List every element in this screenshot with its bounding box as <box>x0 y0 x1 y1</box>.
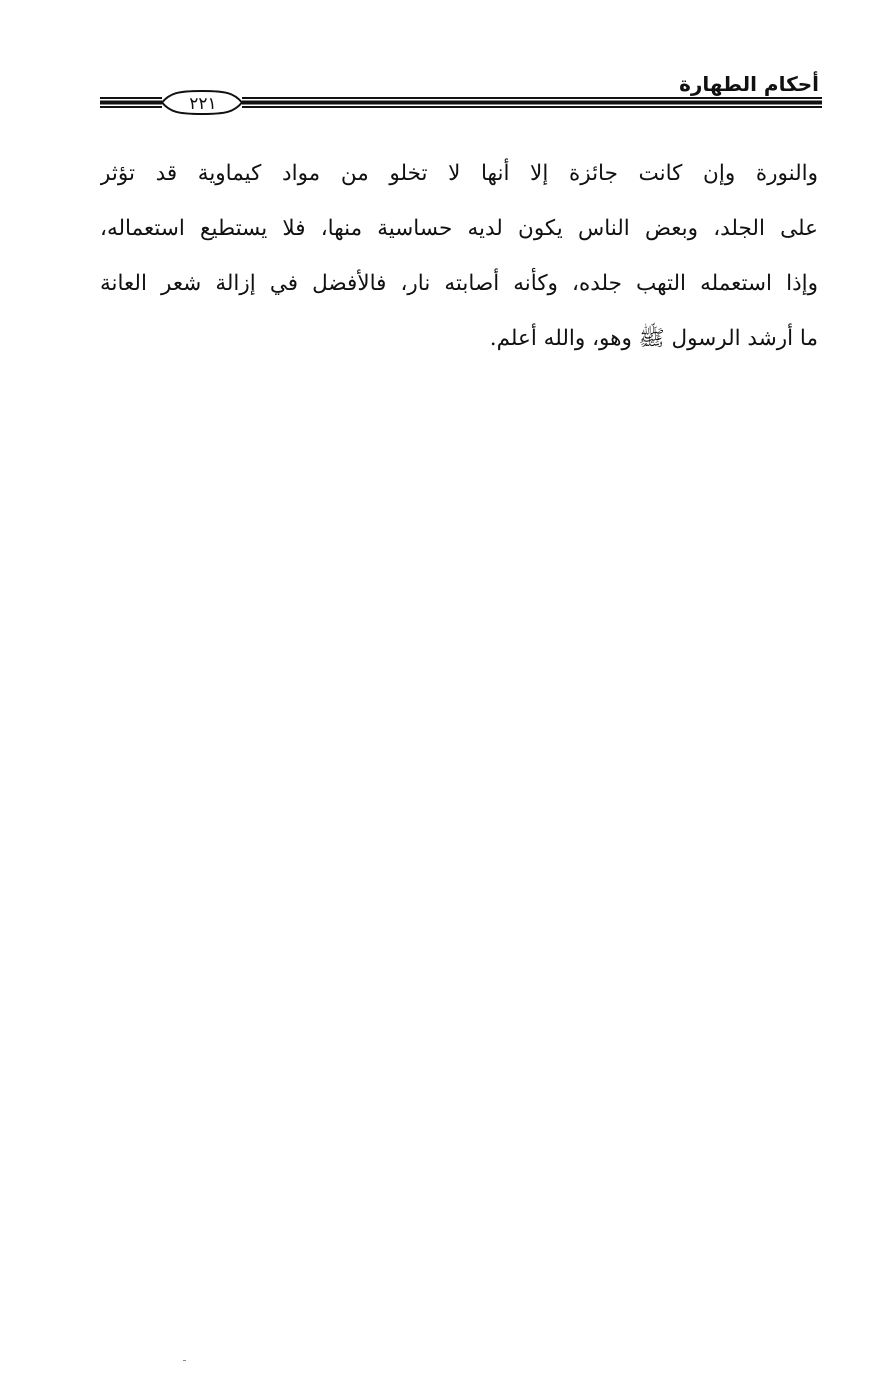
scan-speck <box>183 1360 186 1361</box>
page-number: ٢٢١ <box>189 94 217 114</box>
text-line: وإذا استعمله التهب جلده، وكأنه أصابته نار، فالأفضل في إزالة شعر العانة <box>100 271 818 296</box>
body-paragraph <box>100 150 818 370</box>
text-line: على الجلد، وبعض الناس يكون لديه حساسية منها، فلا يستطيع استعماله، <box>100 216 818 241</box>
running-title: أحكام الطهارة <box>679 72 819 96</box>
text-line: والنورة وإن كانت جائزة إلا أنها لا تخلو من مواد كيماوية قد تؤثر <box>100 161 818 186</box>
text-line: ما أرشد الرسول ﷺ وهو، والله أعلم. <box>489 326 818 351</box>
